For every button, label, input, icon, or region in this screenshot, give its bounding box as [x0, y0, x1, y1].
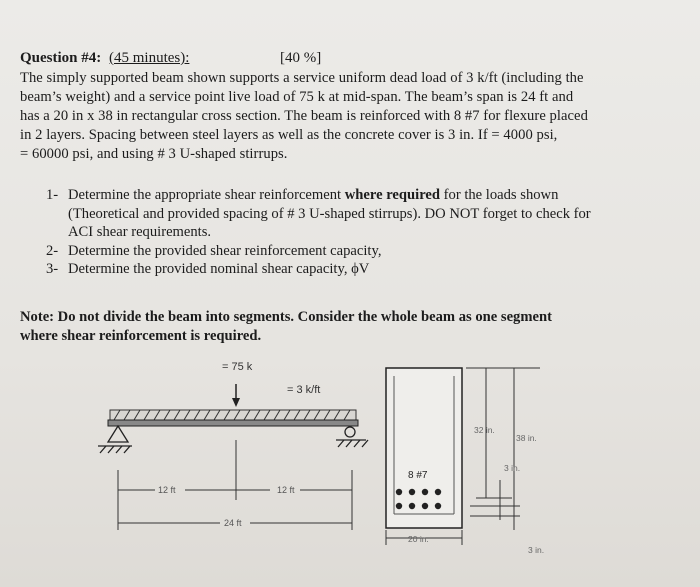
statement-line: = 60000 psi, and using # 3 U-shaped stirrups. [20, 146, 288, 162]
statement-line: The simply supported beam shown supports a service uniform dead load of 3 k/ft (including the [20, 70, 584, 86]
note-line: Note: Do not divide the beam into segments. Consider the whole beam as one segment [20, 309, 552, 325]
rebar-label: 8 #7 [408, 470, 428, 481]
question-weight: [40 %] [280, 50, 322, 66]
statement-line: beam’s weight) and a service point live load of 75 k at mid-span. The beam’s span is 24 ft and [20, 89, 574, 105]
question-number: Question #4: [20, 50, 102, 66]
left-span-label: 12 ft [158, 485, 176, 495]
task-number: 2- [46, 242, 59, 259]
distributed-load [110, 410, 356, 420]
span-dimensions [118, 440, 352, 530]
point-load-arrowhead [232, 398, 240, 407]
task-text: ACI shear requirements. [68, 224, 212, 240]
dist-load-label: = 3 k/ft [287, 384, 321, 396]
task-emphasis: where required [344, 187, 441, 203]
width-label: 20 in. [408, 534, 429, 544]
total-depth-label: 38 in. [516, 433, 537, 443]
right-span-label: 12 ft [277, 485, 295, 495]
statement-line: has a 20 in x 38 in rectangular cross section. The beam is reinforced with 8 #7 for flexure placed [20, 108, 588, 124]
total-span-label: 24 ft [224, 518, 242, 528]
cover-label: 3 in. [528, 545, 545, 555]
task-number: 1- [46, 187, 59, 203]
statement-line: in 2 layers. Spacing between steel layers as well as the concrete cover is 3 in. If = 4000 psi, [20, 127, 558, 143]
point-load-label: = 75 k [222, 361, 253, 373]
question-time: (45 minutes): [109, 50, 190, 66]
task-text: Determine the appropriate shear reinforcement [68, 187, 345, 203]
beam [108, 420, 358, 426]
task-text: (Theoretical and provided spacing of # 3 U-shaped stirrups). DO NOT forget to check for [68, 205, 591, 222]
task-number: 3- [46, 261, 59, 277]
left-support [98, 426, 132, 453]
task-text: Determine the provided shear reinforcement capacity, [68, 242, 382, 259]
task-text: Determine the provided nominal shear capacity, ϕV [68, 261, 370, 277]
effective-depth-label: 32 in. [474, 425, 495, 435]
note-line: where shear reinforcement is required. [20, 328, 262, 344]
layer-spacing-label: 3 in. [504, 463, 521, 473]
right-support [336, 427, 368, 447]
task-text: for the loads shown [440, 187, 559, 203]
